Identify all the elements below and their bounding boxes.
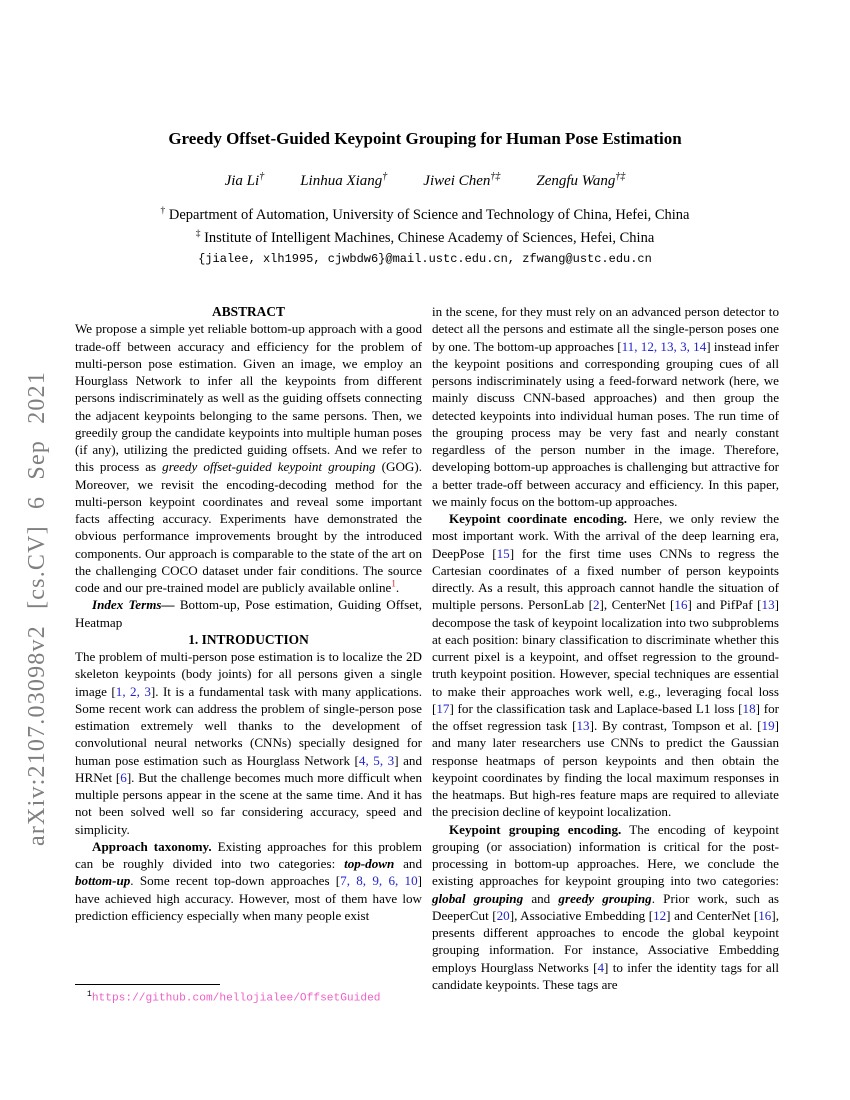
citation-link[interactable]: 4, 5, 3 [358, 752, 395, 768]
citation-link[interactable]: 11, 12, 13, 3, 14 [621, 338, 707, 354]
intro-paragraph-2: Approach taxonomy. Existing approaches for this problem can be roughly divided into two categories: top-down and bottom-up. Some recent top-down approaches [7, 8, 9, 6, 10] have achieved high accuracy. However, most of them have low prediction efficiency especially when many people exist [75, 838, 423, 923]
citation-link[interactable]: 18 [742, 700, 756, 716]
abstract-paragraph: We propose a simple yet reliable bottom-up approach with a good trade-off between accuracy and efficiency for the problem of multi-person pose estimation. Given an image, we employ an Hourglass Network to infer all the keypoints from different persons indiscriminately as well as the guiding offsets connecting the adjacent keypoints belonging to the same persons. Then, we greedily group the candidate keypoints into multiple human poses (if any), utilizing the predicted guiding offsets. And we refer to this process as greedy offset-guided keypoint grouping (GOG). Moreover, we revisit the encoding-decoding method for the multi-person keypoint coordinates and reveal some important facts affecting accuracy. Experiments have demonstrated the obvious performance improvements brought by the introduced components. Our approach is comparable to the state of the art on the challenging COCO dataset under fair conditions. The source code and our pre-trained model are publicly available online$^1$. [75, 321, 422, 595]
author [300, 171, 387, 190]
index-terms: Index Terms— Bottom-up, Pose estimation, Guiding Offset, Heatmap [75, 597, 422, 630]
footnote-ref[interactable]: 1 [391, 578, 396, 589]
author [536, 171, 625, 190]
right-paragraph-1: in the scene, for they must rely on an advanced person detector to detect all the persons and estimate all the single-person poses one by one. The bottom-up approaches [11, 12, 13, 3, 14] instead infer the keypoint positions and corresponding grouping cues of all persons indiscriminately using a feed-forward network (here, we mainly discuss CNN-based approaches) and then group the detected keypoints into individual human poses. The run time of the grouping process may be very fast and nearly constant regardless of the person number in the image. Therefore, developing bottom-up approaches is challenging but attractive for a better trade-off between accuracy and efficiency. In this paper, we mainly focus on the bottom-up approaches. [432, 304, 779, 509]
author [225, 171, 265, 190]
footnote-marker: 1 [87, 990, 92, 999]
left-column [75, 303, 422, 924]
affiliation-line-2: ‡ Institute of Intelligent Machines, Chinese Academy of Sciences, Hefei, China [195, 229, 655, 246]
author-name: Jia Li [224, 173, 260, 189]
intro-paragraph-1: The problem of multi-person pose estimation is to localize the 2D skeleton keypoints (body joints) for all persons given a single image [1, 2, 3]. It is a fundamental task with many applications. Some recent work can address the problem of single-person pose estimation extremely well thanks to the development of convolutional neural networks (CNNs) specially designed for human pose estimation such as Hourglass Network [4, 5, 3] and HRNet [6]. But the challenge becomes much more difficult when multiple persons appear in the scene at the same time. And it has not been solved well so far considering accuracy, speed and simplicity. [75, 649, 423, 837]
authors-row [0, 171, 850, 190]
author-affiliation-marker: †‡ [490, 171, 501, 182]
abstract-heading: ABSTRACT [212, 304, 285, 319]
affiliation-line-1: † Department of Automation, University of Science and Technology of China, Hefei, China [160, 206, 690, 223]
citation-link[interactable]: 20 [496, 907, 510, 923]
footnote-url-link[interactable]: https://github.com/hellojialee/OffsetGuided [91, 992, 381, 1005]
author [423, 171, 500, 190]
right-paragraph-3: Keypoint grouping encoding. The encoding of keypoint grouping (or association) information is critical for the post-processing in bottom-up approaches. Here, we conclude the existing approaches for keypoint grouping into two categories: global grouping and greedy grouping. Prior work, such as DeeperCut [20], Associative Embedding [12] and CenterNet [16], presents different approaches to encode the global keypoint grouping information. For instance, Associative Embedding employs Hourglass Networks [4] to infer the identity tags for all candidate keypoints. These tags are [432, 821, 780, 992]
citation-link[interactable]: 1, 2, 3 [115, 683, 151, 699]
citation-link[interactable]: 6 [120, 769, 127, 785]
footnote-separator [75, 984, 220, 985]
citation-link[interactable]: 19 [761, 718, 775, 733]
author-name: Zengfu Wang [536, 173, 616, 189]
citation-link[interactable]: 13 [576, 718, 590, 733]
citation-link[interactable]: 16 [674, 597, 688, 613]
citation-link[interactable]: 13 [761, 597, 775, 613]
citation-link[interactable]: 17 [436, 700, 450, 716]
right-paragraph-2: Keypoint coordinate encoding. Here, we only review the most important work. With the arrival of the deep learning era, DeepPose [15] for the first time uses CNNs to regress the Cartesian coordinates of a fixed number of person keypoints directly. As a result, this approach cannot handle the situation of multiple persons. PersonLab [2], CenterNet [16] and PifPaf [13] decompose the task of keypoint localization into two subproblems at each position: binary classification to discriminate whether this current pixel is a keypoint, and offset regression to the ground-truth keypoint position. However, special techniques are essential to make their approaches work well, e.g., leveraging focal loss [17] for the classification task and Laplace-based L1 loss [18] for the offset regression task [13]. By contrast, Tompson et al. [19] and many later researchers use CNNs to predict the Gaussian response heatmaps of person keypoints and then obtain the keypoint coordinates by finding the local maximum responses in the heatmaps. But high-res feature maps are required to alleviate the precision decline of keypoint localization. [432, 511, 780, 820]
author-name: Linhua Xiang [300, 173, 383, 189]
citation-link[interactable]: 15 [496, 545, 510, 561]
citation-link[interactable]: 12 [653, 907, 667, 923]
introduction-heading: 1. INTRODUCTION [188, 631, 309, 647]
author-affiliation-marker: † [382, 171, 388, 182]
author-affiliation-marker: † [259, 171, 265, 182]
paper-title: Greedy Offset-Guided Keypoint Grouping for Human Pose Estimation [168, 129, 682, 148]
author-emails: {jialee, xlh1995, cjwbdw6}@mail.ustc.edu.cn, zfwang@ustc.edu.cn [198, 252, 652, 266]
footnote [75, 984, 422, 1005]
arxiv-watermark: arXiv:2107.03098v2 [cs.CV] 6 Sep 2021 [24, 370, 50, 846]
right-column [432, 303, 779, 993]
citation-link[interactable]: 4 [597, 959, 605, 975]
citation-link[interactable]: 7, 8, 9, 6, 10 [340, 873, 418, 889]
author-affiliation-marker: †‡ [615, 171, 626, 182]
citation-link[interactable]: 16 [758, 907, 772, 923]
author-name: Jiwei Chen [423, 173, 491, 189]
citation-link[interactable]: 2 [592, 597, 600, 613]
footnote-text [75, 990, 422, 1005]
